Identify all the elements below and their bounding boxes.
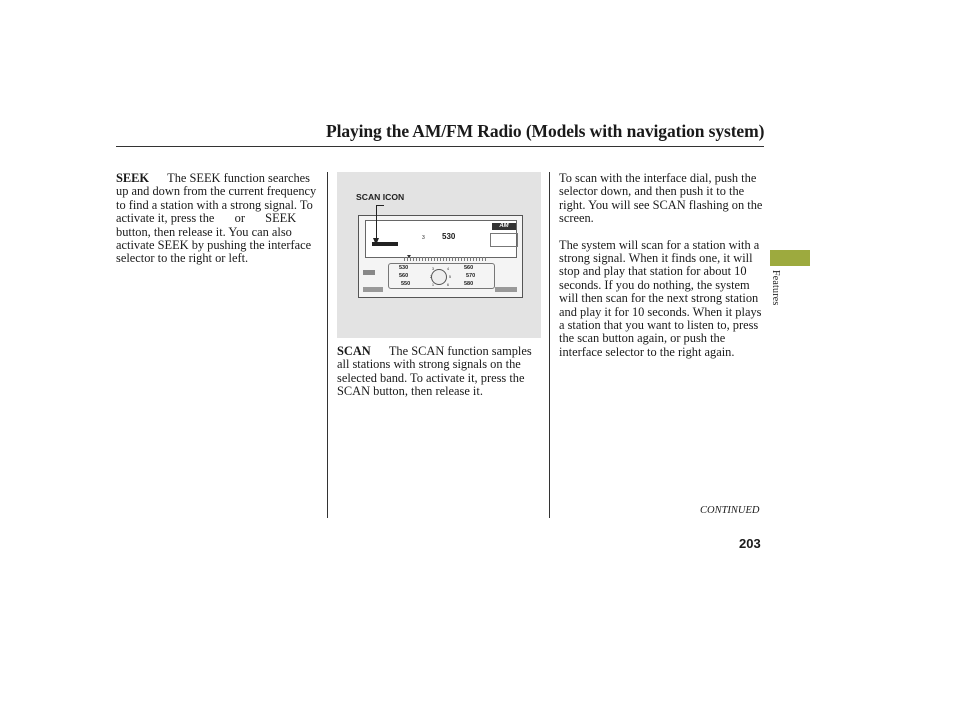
preset-freq: 560 — [399, 273, 409, 279]
scan-keyword: SCAN — [337, 344, 371, 358]
band-indicator: AM — [492, 223, 516, 230]
seek-text-2: SEEK button, then release it. You can also activate SEEK by pushing the interface selector to the right or left. — [116, 211, 312, 266]
seek-text-1: The SEEK function searches up and down from the current frequency to find a station with a strong signal. To activate it, press the — [116, 171, 317, 226]
seek-section — [116, 172, 322, 266]
scan-paragraph-2: The system will scan for a station with a strong signal. When it finds one, it will stop and play that station for about 10 seconds. If you do nothing, the system will then scan for the next strong station and play it for 10 seconds. When it plays a station that you want to listen to, press the scan button again, or push the interface selector to the right again. — [559, 237, 762, 359]
callout-line — [376, 205, 384, 206]
preset-freq: 530 — [399, 265, 409, 271]
left-button-icon — [363, 287, 383, 292]
page-number: 203 — [739, 536, 761, 551]
preset-freq: 560 — [464, 265, 474, 271]
radio-figure — [337, 172, 541, 338]
scan-instructions — [559, 172, 763, 359]
page-title: Playing the AM/FM Radio (Models with navigation system) — [326, 121, 765, 141]
title-divider — [116, 146, 764, 147]
figure-label: SCAN ICON — [356, 192, 405, 202]
seek-text-or: or — [234, 211, 245, 226]
interface-dial-icon — [431, 269, 447, 285]
status-box — [490, 233, 518, 247]
section-tab — [770, 250, 810, 266]
preset-num: 1 — [432, 283, 434, 287]
preset-num: 5 — [449, 275, 451, 279]
preset-num: 4 — [447, 267, 449, 271]
seek-keyword: SEEK — [116, 171, 150, 185]
scan-paragraph-1: To scan with the interface dial, push the selector down, and then push it to the right. You will see SCAN flashing on the screen. — [559, 171, 763, 226]
preset-number: 3 — [422, 235, 425, 241]
column-divider-left — [327, 172, 328, 518]
preset-freq: 580 — [464, 281, 474, 287]
frequency-readout: 530 — [442, 232, 456, 241]
display-screen — [365, 220, 517, 258]
preset-num: 3 — [432, 267, 434, 271]
tuner-scale — [404, 257, 486, 261]
left-button-icon — [363, 270, 375, 275]
scan-text: The SCAN function samples all stations with strong signals on the selected band. To activate it, press the SCAN button, then release it. — [337, 344, 532, 399]
callout-line — [376, 205, 377, 242]
preset-freq: 550 — [401, 281, 411, 287]
right-button-icon — [495, 287, 517, 292]
radio-display — [358, 215, 523, 298]
column-divider-right — [549, 172, 550, 518]
section-tab-label: Features — [770, 270, 781, 306]
preset-freq: 570 — [466, 273, 476, 279]
continued-label: CONTINUED — [700, 505, 760, 516]
preset-num: 6 — [447, 283, 449, 287]
scan-section — [337, 345, 541, 399]
callout-arrow-icon — [373, 238, 379, 245]
